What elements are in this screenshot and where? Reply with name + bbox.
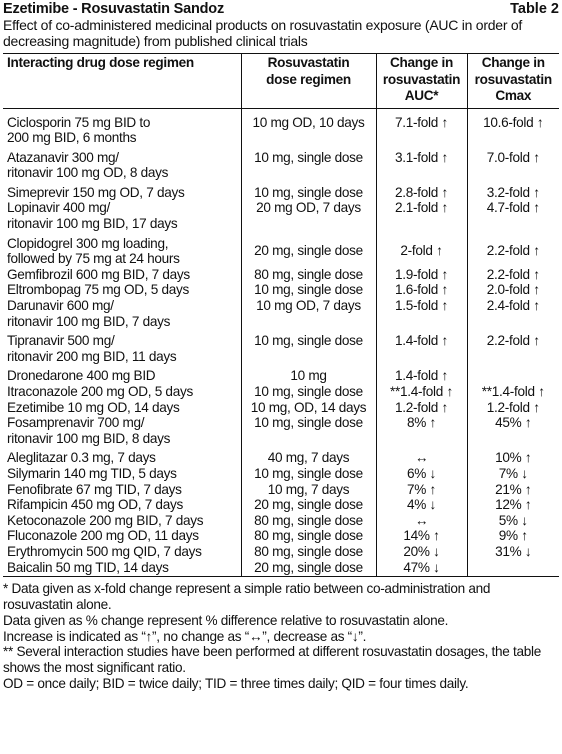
drug-cell: Silymarin 140 mg TID, 5 days	[7, 465, 177, 481]
auc-cell: 1.6-fold ↑	[376, 282, 467, 298]
table-row	[3, 482, 559, 498]
drug-cell: Eltrombopag 75 mg OD, 5 days	[7, 282, 190, 298]
table-row	[3, 232, 559, 252]
table-row	[3, 446, 559, 466]
auc-cell: ↔	[376, 513, 467, 529]
auc-cell: 6% ↓	[376, 466, 467, 482]
footnote-arrow-legend: Increase is indicated as “↑”, no change as “↔”, decrease as “↓”.	[3, 628, 367, 644]
cmax-cell: 10% ↑	[467, 446, 559, 466]
auc-cell: 4% ↓	[376, 497, 467, 513]
cmax-cell: 10.6-fold ↑	[467, 108, 559, 130]
cmax-cell: 21% ↑	[467, 482, 559, 498]
dose-cell	[241, 165, 376, 181]
cmax-cell: 2.4-fold ↑	[467, 298, 559, 314]
auc-cell	[376, 314, 467, 330]
table-row	[3, 314, 559, 330]
auc-cell: 2.1-fold ↑	[376, 200, 467, 216]
table-row	[3, 544, 559, 560]
dose-cell	[241, 431, 376, 447]
cmax-cell	[467, 130, 559, 146]
document-header	[3, 0, 559, 17]
drug-cell: Ezetimibe 10 mg OD, 14 days	[7, 399, 180, 415]
dose-cell: 20 mg, single dose	[241, 497, 376, 513]
dose-cell: 10 mg, single dose	[241, 384, 376, 400]
table-row	[3, 415, 559, 431]
drug-cell: Erythromycin 500 mg QID, 7 days	[7, 543, 202, 559]
drug-cell: Ciclosporin 75 mg BID to	[7, 114, 151, 130]
drug-cell: Lopinavir 400 mg/	[7, 200, 110, 216]
col-header-cmax-change: Change in rosuvastatin Cmax	[467, 54, 559, 109]
dose-cell: 40 mg, 7 days	[241, 446, 376, 466]
auc-cell: 1.4-fold ↑	[376, 364, 467, 384]
table-row	[3, 216, 559, 232]
auc-cell	[376, 165, 467, 181]
drug-cell: ritonavir 100 mg OD, 8 days	[7, 165, 169, 181]
col-header-interacting-drug: Interacting drug dose regimen	[3, 54, 241, 109]
cmax-cell: 12% ↑	[467, 497, 559, 513]
dose-cell: 10 mg, single dose	[241, 282, 376, 298]
table-row	[3, 267, 559, 283]
drug-cell: Simeprevir 150 mg OD, 7 days	[7, 184, 185, 200]
dose-cell	[241, 349, 376, 365]
dose-cell: 10 mg, single dose	[241, 181, 376, 201]
auc-cell	[376, 349, 467, 365]
dose-cell: 80 mg, single dose	[241, 528, 376, 544]
drug-cell: Dronedarone 400 mg BID	[7, 368, 156, 384]
table-row	[3, 528, 559, 544]
footnote-fold-change: * Data given as x-fold change represent a simple ratio between co-administration and rosuvastatin alone.	[3, 581, 491, 612]
drug-cell: Itraconazole 200 mg OD, 5 days	[7, 384, 193, 399]
table-row	[3, 200, 559, 216]
auc-cell: 14% ↑	[376, 528, 467, 544]
auc-cell: 2-fold ↑	[376, 232, 467, 267]
auc-cell: 7% ↑	[376, 482, 467, 498]
auc-cell: 2.8-fold ↑	[376, 181, 467, 201]
drug-cell: Tipranavir 500 mg/	[7, 333, 115, 349]
cmax-cell: 7% ↓	[467, 466, 559, 482]
table-row	[3, 108, 559, 130]
auc-cell: 3.1-fold ↑	[376, 146, 467, 166]
auc-cell: 47% ↓	[376, 560, 467, 577]
auc-cell: 1.9-fold ↑	[376, 267, 467, 283]
dose-cell: 80 mg, single dose	[241, 544, 376, 560]
drug-cell: Darunavir 600 mg/	[7, 298, 114, 314]
table-row	[3, 513, 559, 529]
dose-cell: 10 mg, single dose	[241, 146, 376, 166]
auc-cell: 8% ↑	[376, 415, 467, 431]
dose-cell	[241, 314, 376, 330]
drug-cell: Clopidogrel 300 mg loading,	[7, 235, 169, 251]
cmax-cell: 2.0-fold ↑	[467, 282, 559, 298]
auc-cell: **1.4-fold ↑	[376, 384, 467, 400]
cmax-cell: 2.2-fold ↑	[467, 267, 559, 283]
cmax-cell: 31% ↓	[467, 544, 559, 560]
dose-cell	[241, 216, 376, 232]
cmax-cell: 3.2-fold ↑	[467, 181, 559, 201]
drug-cell: Fosamprenavir 700 mg/	[7, 415, 145, 431]
cmax-cell	[467, 431, 559, 447]
dose-cell: 10 mg, 7 days	[241, 482, 376, 498]
table-footnotes	[3, 581, 559, 692]
cmax-cell: 7.0-fold ↑	[467, 146, 559, 166]
dose-cell: 10 mg OD, 10 days	[241, 108, 376, 130]
table-row	[3, 329, 559, 349]
footnote-percent-change: Data given as % change represent % difference relative to rosuvastatin alone.	[3, 612, 449, 628]
table-caption: Effect of co-administered medicinal products on rosuvastatin exposure (AUC in order of decreasing magnitude) from published clinical trials	[3, 17, 523, 49]
cmax-cell: 45% ↑	[467, 415, 559, 431]
cmax-cell: 1.2-fold ↑	[467, 400, 559, 416]
interaction-table	[3, 53, 559, 577]
document-title: Ezetimibe - Rosuvastatin Sandoz	[3, 1, 225, 17]
dose-cell: 10 mg, single dose	[241, 329, 376, 349]
table-row	[3, 165, 559, 181]
auc-cell	[376, 130, 467, 146]
dose-cell: 80 mg, single dose	[241, 267, 376, 283]
auc-cell: 20% ↓	[376, 544, 467, 560]
auc-cell: ↔	[376, 446, 467, 466]
dose-cell: 20 mg, single dose	[241, 560, 376, 577]
cmax-cell	[467, 314, 559, 330]
drug-cell: Aleglitazar 0.3 mg, 7 days	[7, 450, 156, 466]
table-row	[3, 130, 559, 146]
cmax-cell: 9% ↑	[467, 528, 559, 544]
table-row	[3, 298, 559, 314]
cmax-cell: 4.7-fold ↑	[467, 200, 559, 216]
cmax-cell	[467, 349, 559, 365]
drug-cell: ritonavir 100 mg BID, 7 days	[7, 313, 171, 329]
drug-cell: Ketoconazole 200 mg BID, 7 days	[7, 512, 204, 528]
table-row	[3, 384, 559, 400]
auc-cell: 1.2-fold ↑	[376, 400, 467, 416]
cmax-cell	[467, 560, 559, 577]
footnote-several-studies: ** Several interaction studies have been performed at different rosuvastatin dosages, the table shows the most significant ratio.	[3, 644, 542, 676]
dose-cell: 80 mg, single dose	[241, 513, 376, 529]
table-row	[3, 431, 559, 447]
table-row	[3, 349, 559, 365]
drug-cell: Atazanavir 300 mg/	[7, 149, 119, 165]
dose-cell: 20 mg, single dose	[241, 232, 376, 267]
table-row	[3, 466, 559, 482]
cmax-cell: **1.4-fold ↑	[467, 384, 559, 400]
dose-cell: 10 mg, single dose	[241, 466, 376, 482]
drug-cell: ritonavir 100 mg BID, 8 days	[7, 430, 171, 446]
drug-cell: ritonavir 100 mg BID, 17 days	[7, 216, 178, 232]
table-row	[3, 400, 559, 416]
cmax-cell	[467, 165, 559, 181]
auc-cell	[376, 216, 467, 232]
dose-cell: 20 mg OD, 7 days	[241, 200, 376, 216]
auc-cell: 7.1-fold ↑	[376, 108, 467, 130]
drug-cell: ritonavir 200 mg BID, 11 days	[7, 348, 177, 364]
drug-cell: Gemfibrozil 600 mg BID, 7 days	[7, 266, 190, 282]
table-row	[3, 146, 559, 166]
dose-cell	[241, 130, 376, 146]
drug-cell: Fluconazole 200 mg OD, 11 days	[7, 528, 199, 544]
drug-cell: followed by 75 mg at 24 hours	[7, 251, 180, 267]
table-header-row	[3, 54, 559, 109]
table-label: Table 2	[510, 1, 559, 17]
table-row	[3, 364, 559, 384]
cmax-cell	[467, 216, 559, 232]
dose-cell: 10 mg, OD, 14 days	[241, 400, 376, 416]
drug-cell: Fenofibrate 67 mg TID, 7 days	[7, 481, 182, 497]
table-row	[3, 560, 559, 577]
dose-cell: 10 mg, single dose	[241, 415, 376, 431]
auc-cell: 1.5-fold ↑	[376, 298, 467, 314]
footnote-abbreviations: OD = once daily; BID = twice daily; TID = three times daily; QID = four times daily.	[3, 675, 469, 691]
table-row	[3, 181, 559, 201]
drug-cell: 200 mg BID, 6 months	[7, 130, 137, 146]
col-header-rosuvastatin-dose: Rosuvastatin dose regimen	[241, 54, 376, 109]
col-header-auc-change: Change in rosuvastatin AUC*	[376, 54, 467, 109]
cmax-cell	[467, 364, 559, 384]
auc-cell: 1.4-fold ↑	[376, 329, 467, 349]
table-row	[3, 282, 559, 298]
cmax-cell: 5% ↓	[467, 513, 559, 529]
cmax-cell: 2.2-fold ↑	[467, 329, 559, 349]
table-row	[3, 497, 559, 513]
auc-cell	[376, 431, 467, 447]
drug-cell: Baicalin 50 mg TID, 14 days	[7, 559, 169, 575]
drug-cell: Rifampicin 450 mg OD, 7 days	[7, 497, 183, 513]
dose-cell: 10 mg	[241, 364, 376, 384]
cmax-cell: 2.2-fold ↑	[467, 232, 559, 267]
dose-cell: 10 mg OD, 7 days	[241, 298, 376, 314]
